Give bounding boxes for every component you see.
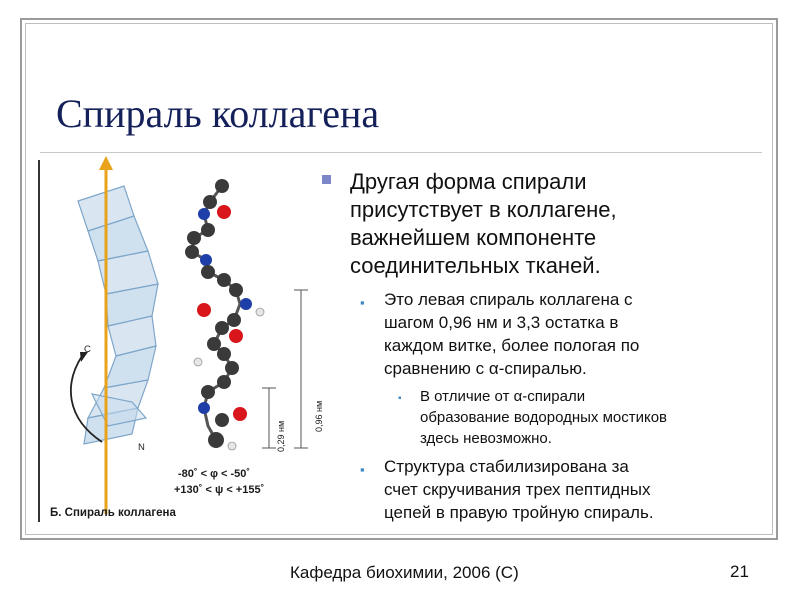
helix-axis-arrowhead	[99, 156, 113, 170]
bullet-line: соединительных тканей.	[350, 253, 601, 278]
bullet-line: цепей в правую тройную спираль.	[384, 503, 654, 522]
slide-page-number: 21	[730, 562, 749, 581]
figure-caption: Б. Спираль коллагена	[50, 507, 176, 519]
label-c: C	[84, 344, 91, 355]
collagen-helix-figure	[36, 156, 336, 528]
bullet-list	[322, 168, 762, 530]
bullet-line: присутствует в коллагене,	[350, 197, 617, 222]
bullet-line: Это левая спираль коллагена с	[384, 290, 633, 309]
title-divider	[40, 152, 762, 153]
dimension-label-large: 0,96 нм	[314, 400, 324, 432]
bullet-level2-1	[322, 455, 762, 524]
bullet-line: шагом 0,96 нм и 3,3 остатка в	[384, 313, 619, 332]
bullet-square-icon	[322, 175, 331, 184]
label-n: N	[138, 442, 145, 453]
helix-ribbon	[78, 186, 158, 444]
bullet-line: сравнению с α-спиралью.	[384, 359, 587, 378]
bullet-line: счет скручивания трех пептидных	[384, 480, 651, 499]
bullet-line: каждом витке, более пологая по	[384, 336, 640, 355]
bullet-line: Другая форма спирали	[350, 169, 587, 194]
slide-title: Спираль коллагена	[56, 91, 380, 136]
bullet-square-icon: ▪	[360, 462, 365, 477]
bullet-line: важнейшем компоненте	[350, 225, 597, 250]
dimension-label-small: 0,29 нм	[276, 420, 286, 452]
slide-footer: Кафедра биохимии, 2006 (С)	[290, 563, 519, 582]
bullet-square-icon: ▪	[398, 393, 402, 404]
bullet-line: Структура стабилизирована за	[384, 457, 629, 476]
bullet-level1-0	[322, 168, 762, 280]
bullet-level2-0	[322, 288, 762, 380]
bullet-square-icon: ▪	[360, 295, 365, 310]
phi-range: -80˚ < φ < -50˚	[178, 468, 251, 480]
bullet-line: В отличие от α-спирали	[420, 388, 586, 405]
bullet-level3-0	[322, 386, 762, 449]
ball-stick-atoms	[185, 179, 264, 450]
bullet-line: здесь невозможно.	[420, 430, 552, 447]
bullet-line: образование водородных мостиков	[420, 409, 668, 426]
psi-range: +130˚ < ψ < +155˚	[174, 484, 265, 496]
